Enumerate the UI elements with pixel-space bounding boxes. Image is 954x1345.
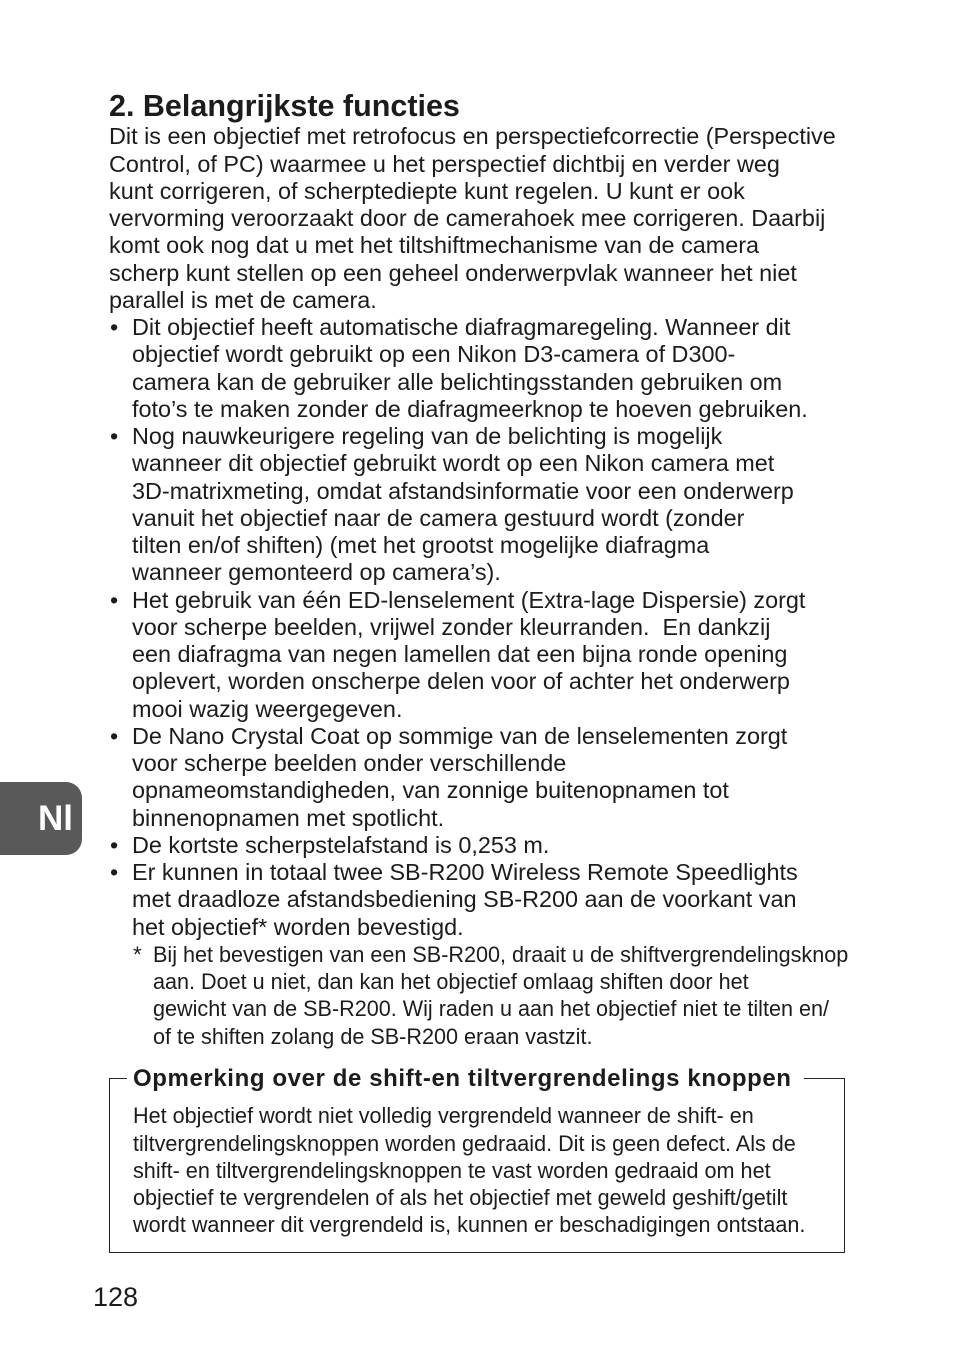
bullet-line: foto’s te maken zonder de diafragmeerknop te hoeven gebruiken. bbox=[132, 395, 808, 422]
bullet-line: oplevert, worden onscherpe delen voor of achter het onderwerp bbox=[132, 668, 790, 695]
bullet-marker: • bbox=[110, 859, 119, 886]
intro-line: scherp kunt stellen op een geheel onderwerpvlak wanneer het niet bbox=[109, 259, 797, 286]
bullet-line: met draadloze afstandsbediening SB-R200 aan de voorkant van bbox=[132, 886, 797, 913]
bullet-marker: • bbox=[110, 314, 119, 341]
bullet-marker: • bbox=[110, 831, 119, 858]
bullet-item bbox=[109, 832, 909, 859]
intro-line: Dit is een objectief met retrofocus en perspectiefcorrectie (Perspective bbox=[109, 123, 836, 150]
bullet-line: het objectief* worden bevestigd. bbox=[132, 913, 464, 940]
intro-line: kunt corrigeren, of scherptediepte kunt regelen. U kunt er ook bbox=[109, 177, 745, 204]
bullet-line: tilten en/of shiften) (met het grootst mogelijke diafragma bbox=[132, 532, 710, 559]
bullet-line: De Nano Crystal Coat op sommige van de lenselementen zorgt bbox=[132, 722, 788, 749]
body-text bbox=[109, 123, 909, 1050]
intro-line: parallel is met de camera. bbox=[109, 286, 377, 313]
bullet-line: mooi wazig weergegeven. bbox=[132, 695, 403, 722]
bullet-item bbox=[109, 423, 909, 587]
bullet-line: camera kan de gebruiker alle belichtingsstanden gebruiken om bbox=[132, 368, 783, 395]
note-line: shift- en tiltvergrendelingsknoppen te vast worden gedraaid om het bbox=[133, 1157, 771, 1183]
side-tab bbox=[0, 782, 82, 855]
bullet-marker: • bbox=[110, 722, 119, 749]
bullet-line: voor scherpe beelden onder verschillende bbox=[132, 750, 567, 777]
bullet-marker: • bbox=[110, 586, 119, 613]
language-tab-label: Nl bbox=[38, 798, 73, 838]
footnote-line: gewicht van de SB-R200. Wij raden u aan het objectief niet te tilten en/ bbox=[153, 996, 830, 1022]
bullet-line: binnenopnamen met spotlicht. bbox=[132, 804, 445, 831]
intro-line: komt ook nog dat u met het tiltshiftmechanisme van de camera bbox=[109, 232, 760, 259]
note-line: wordt wanneer dit vergrendeld is, kunnen er beschadigingen ontstaan. bbox=[133, 1212, 806, 1238]
bullet-line: opnameomstandigheden, van zonnige buitenopnamen tot bbox=[132, 777, 729, 804]
footnote-text bbox=[153, 941, 879, 1050]
bullet-marker: • bbox=[110, 423, 119, 450]
footnote-marker: * bbox=[133, 941, 142, 967]
bullet-line: wanneer dit objectief gebruikt wordt op een Nikon camera met bbox=[132, 450, 775, 477]
intro-line: Control, of PC) waarmee u het perspectief dichtbij en verder weg bbox=[109, 150, 780, 177]
bullet-line: Er kunnen in totaal twee SB-R200 Wireless Remote Speedlights bbox=[132, 859, 798, 886]
page-number: 128 bbox=[93, 1282, 139, 1312]
bullet-line: Dit objectief heeft automatische diafragmaregeling. Wanneer dit bbox=[132, 314, 791, 341]
bullet-line: 3D-matrixmeting, omdat afstandsinformatie voor een onderwerp bbox=[132, 477, 794, 504]
note-line: tiltvergrendelingsknoppen worden gedraaid. Dit is geen defect. Als de bbox=[133, 1130, 796, 1156]
footnote-line: aan. Doet u niet, dan kan het objectief omlaag shiften door het bbox=[153, 969, 749, 995]
note-line: objectief te vergrendelen of als het objectief met geweld geshift/getilt bbox=[133, 1185, 788, 1211]
bullet-line: voor scherpe beelden, vrijwel zonder kleurranden. En dankzij bbox=[132, 613, 771, 640]
bullet-line: Nog nauwkeurigere regeling van de belichting is mogelijk bbox=[132, 423, 723, 450]
footnote-line: of te shiften zolang de SB-R200 eraan vastzit. bbox=[153, 1023, 593, 1049]
note-text bbox=[133, 1102, 805, 1238]
bullet-line: De kortste scherpstelafstand is 0,253 m. bbox=[132, 831, 550, 858]
note-box bbox=[109, 1065, 845, 1253]
bullet-line: een diafragma van negen lamellen dat een bijna ronde opening bbox=[132, 641, 788, 668]
note-title: Opmerking over de shift-en tiltvergrendelings knoppen bbox=[127, 1065, 804, 1093]
bullet-item bbox=[109, 859, 909, 941]
intro-paragraph bbox=[109, 123, 909, 314]
bullet-line: wanneer gemonteerd op camera’s). bbox=[132, 559, 501, 586]
section-heading: 2. Belangrijkste functies bbox=[109, 89, 460, 123]
bullet-item bbox=[109, 314, 909, 423]
intro-line: vervorming veroorzaakt door de camerahoek mee corrigeren. Daarbij bbox=[109, 205, 826, 232]
bullet-item bbox=[109, 723, 909, 832]
bullet-line: vanuit het objectief naar de camera gestuurd wordt (zonder bbox=[132, 504, 745, 531]
footnote bbox=[109, 941, 909, 1050]
note-line: Het objectief wordt niet volledig vergrendeld wanneer de shift- en bbox=[133, 1103, 754, 1129]
bullet-item bbox=[109, 587, 909, 723]
bullet-line: Het gebruik van één ED-lenselement (Extra-lage Dispersie) zorgt bbox=[132, 586, 806, 613]
bullet-line: objectief wordt gebruikt op een Nikon D3-camera of D300- bbox=[132, 341, 736, 368]
footnote-line: Bij het bevestigen van een SB-R200, draait u de shiftvergrendelingsknop bbox=[153, 941, 849, 967]
